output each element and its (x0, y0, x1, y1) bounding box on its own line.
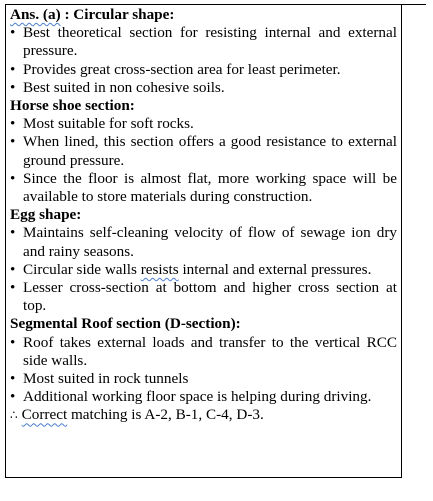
frame-top-line (402, 4, 426, 5)
segmental-roof-points-list (10, 334, 397, 407)
list-item: • Roof takes external loads and transfer to the vertical RCC side walls. (10, 334, 397, 370)
section-heading-circular (10, 6, 397, 24)
list-item: • When lined, this section offers a good resistance to external ground pressure. (10, 133, 397, 169)
conclusion-line (10, 406, 397, 424)
list-item: • Most suited in rock tunnels (10, 370, 397, 388)
list-item: • Lesser cross-section at bottom and higher cross section at top. (10, 279, 397, 315)
section-heading-text: : Circular shape: (64, 6, 175, 23)
list-item: • Maintains self-cleaning velocity of flow of sewage ion dry and rainy seasons. (10, 224, 397, 260)
list-item: • Most suitable for soft rocks. (10, 115, 397, 133)
egg-points-list (10, 224, 397, 315)
section-heading-segmental-roof: Segmental Roof section (D-section): (10, 315, 241, 333)
list-item-side-walls (10, 261, 397, 279)
circular-points-list (10, 24, 397, 97)
resists-word: resists (140, 260, 179, 278)
horse-shoe-points-list (10, 115, 397, 206)
side-walls-text-end: internal and external pressures. (178, 260, 372, 278)
section-heading-egg: Egg shape: (10, 206, 82, 224)
list-item: • Best theoretical section for resisting internal and external pressure. (10, 24, 397, 60)
conclusion-text: matching is A-2, B-1, C-4, D-3. (67, 406, 264, 424)
side-walls-text-start: Circular side walls (23, 260, 141, 278)
list-item: • Since the floor is almost flat, more working space will be available to store materials during construction. (10, 170, 397, 206)
section-heading-horse-shoe: Horse shoe section: (10, 97, 135, 115)
therefore-icon: ∴ (10, 408, 18, 423)
answer-prefix: Ans. (a) (10, 6, 61, 23)
correct-word: Correct (21, 406, 68, 424)
list-item: • Additional working floor space is helping during driving. (10, 388, 397, 406)
list-item: • Best suited in non cohesive soils. (10, 79, 397, 97)
answer-box (5, 4, 402, 478)
list-item: • Provides great cross-section area for least perimeter. (10, 61, 397, 79)
